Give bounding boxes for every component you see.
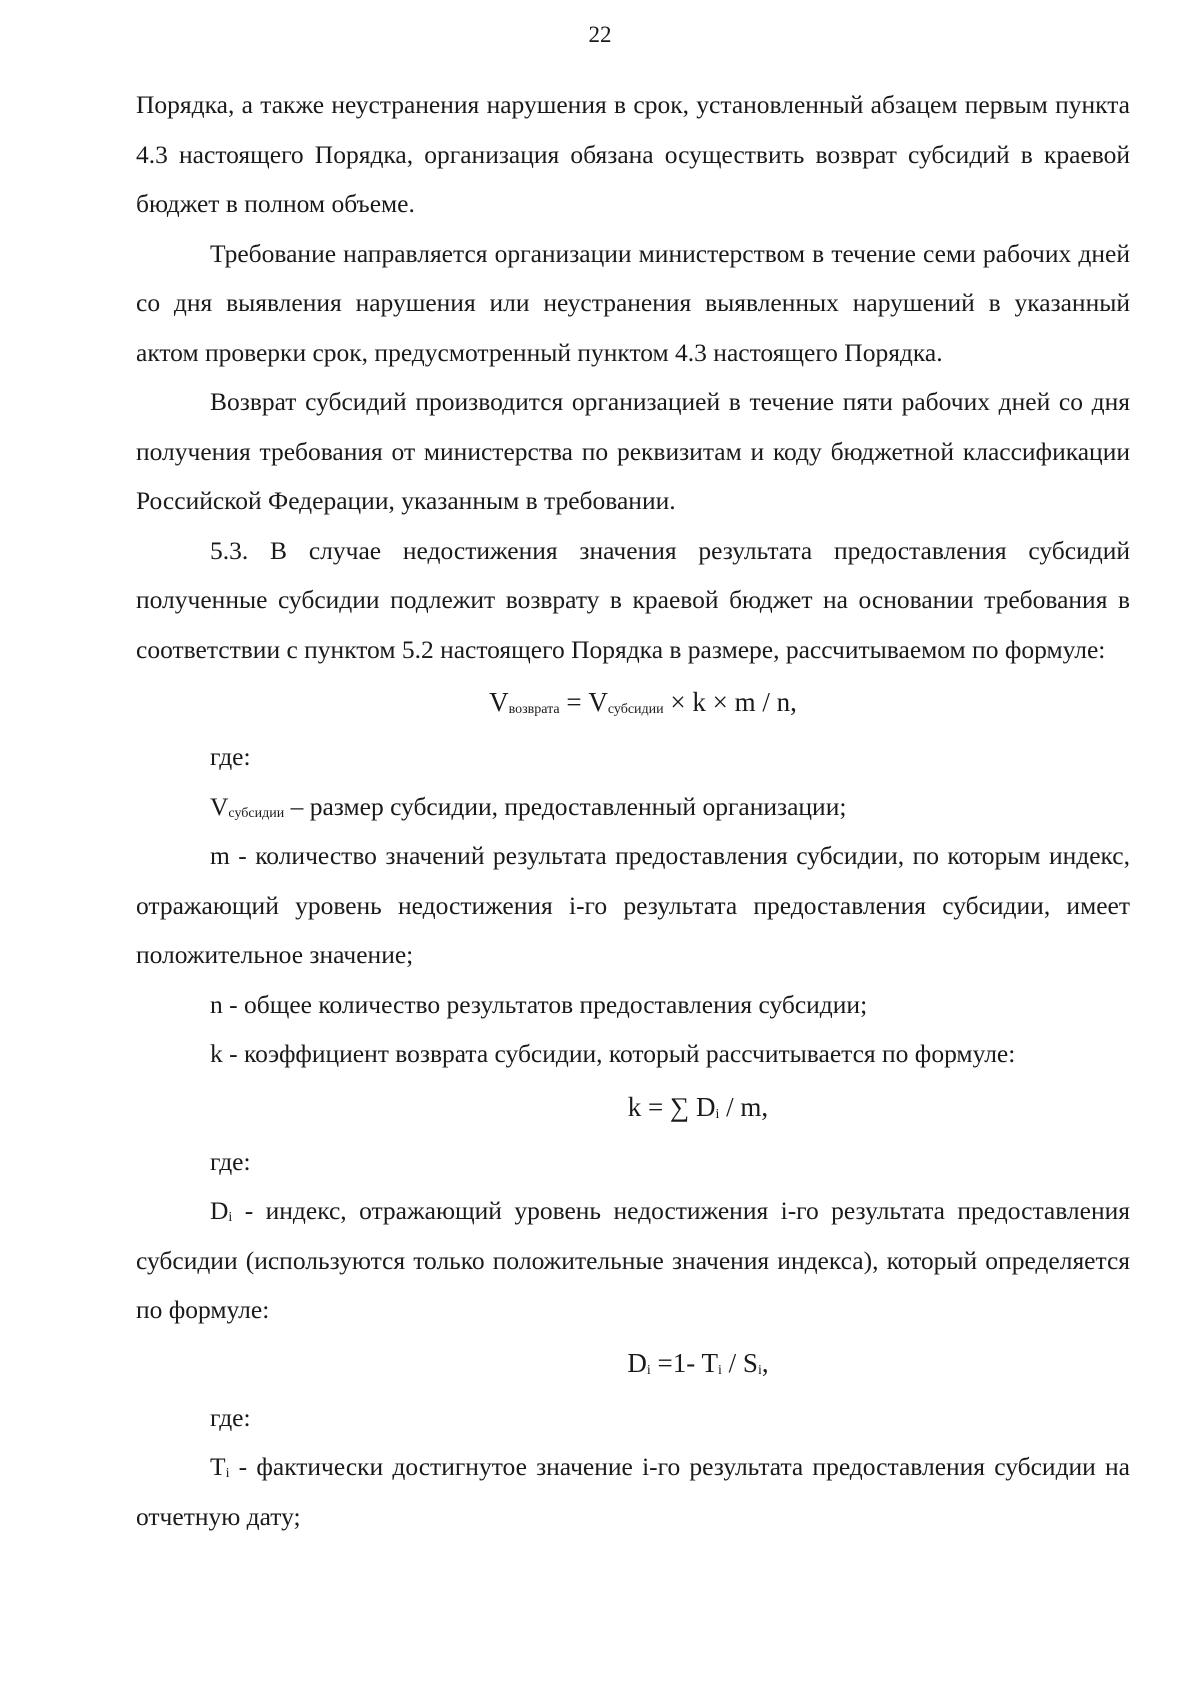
def-d-symbol: D	[210, 1196, 229, 1225]
paragraph-requirement: Требование направляется организации министерством в течение семи рабочих дней со дня выявления нарушения или неустранения выявленных нарушений в указанный актом проверки срок, предусмотренный пунктом 4.3 настоящего Порядка.	[136, 238, 1130, 367]
formula-symbol-v2: V	[588, 687, 608, 717]
formula-equals: =	[559, 687, 589, 717]
formula-return-amount	[136, 674, 1130, 730]
formula-sub-subsidy: субсидии	[607, 702, 664, 717]
formula-sub-return: возврата	[508, 702, 560, 717]
formula3-s-sub: i	[757, 1362, 762, 1378]
formula-index-d	[136, 1335, 1130, 1391]
formula3-d: D	[627, 1347, 647, 1378]
def-v-sub: субсидии	[228, 805, 285, 821]
def-t-text: - фактически достигнутое значение i-го результата предоставления субсидии на отчетную дату;	[136, 1452, 1130, 1531]
def-v-symbol: V	[210, 791, 229, 821]
formula3-mid: =1- T	[650, 1347, 719, 1378]
formula2-sub: i	[715, 1106, 720, 1122]
def-d-text: - индекс, отражающий уровень недостижения i-го результата предоставления субсидии (используются только положительные значения индекса), который определяется по формуле:	[136, 1196, 1130, 1324]
def-t-sub: i	[225, 1466, 230, 1481]
formula3-d-sub: i	[646, 1362, 651, 1378]
definition-t	[136, 1442, 1130, 1541]
where-label-2: где:	[210, 1146, 251, 1176]
paragraph-clause-5-3: 5.3. В случае недостижения значения результата предоставления субсидий полученные субсидии подлежит возврату в краевой бюджет на основании требования в соответствии с пунктом 5.2 настоящего Порядка в размере, рассчитываемом по формуле:	[136, 535, 1130, 664]
paragraph-continuation: Порядка, а также неустранения нарушения в срок, установленный абзацем первым пункта 4.3 настоящего Порядка, организация обязана осуществить возврат субсидий в краевой бюджет в полном объеме.	[136, 90, 1130, 218]
where-label-3: где:	[210, 1402, 251, 1432]
formula-coefficient-k	[136, 1079, 1130, 1135]
def-d-sub: i	[228, 1210, 233, 1225]
formula2-post: / m,	[719, 1091, 769, 1122]
def-v-text: – размер субсидии, предоставленный организации;	[284, 791, 847, 821]
formula3-end: ,	[761, 1347, 769, 1378]
formula2-pre: k = ∑ D	[627, 1091, 716, 1122]
definition-k: k - коэффициент возврата субсидии, который рассчитывается по формуле:	[210, 1039, 1016, 1068]
definition-v-subsidy	[136, 782, 1130, 832]
formula3-t-sub: i	[718, 1362, 722, 1378]
document-body	[136, 80, 1130, 1541]
page-number: 22	[588, 22, 612, 47]
where-label-1: где:	[210, 742, 251, 771]
def-t-symbol: T	[210, 1452, 226, 1481]
formula-symbol-v: V	[489, 687, 509, 717]
definition-d	[136, 1186, 1130, 1335]
definition-n: n - общее количество результатов предоставления субсидии;	[210, 989, 868, 1019]
formula3-slash: / S	[721, 1347, 758, 1378]
definition-m: m - количество значений результата предоставления субсидии, по которым индекс, отражающий уровень недостижения i-го результата предоставления субсидии, имеет положительное значение;	[136, 841, 1130, 969]
paragraph-return: Возврат субсидий производится организацией в течение пяти рабочих дней со дня получения требования от министерства по реквизитам и коду бюджетной классификации Российской Федерации, указанным в требовании.	[136, 387, 1130, 515]
formula-rest: × k × m / n,	[663, 687, 797, 717]
